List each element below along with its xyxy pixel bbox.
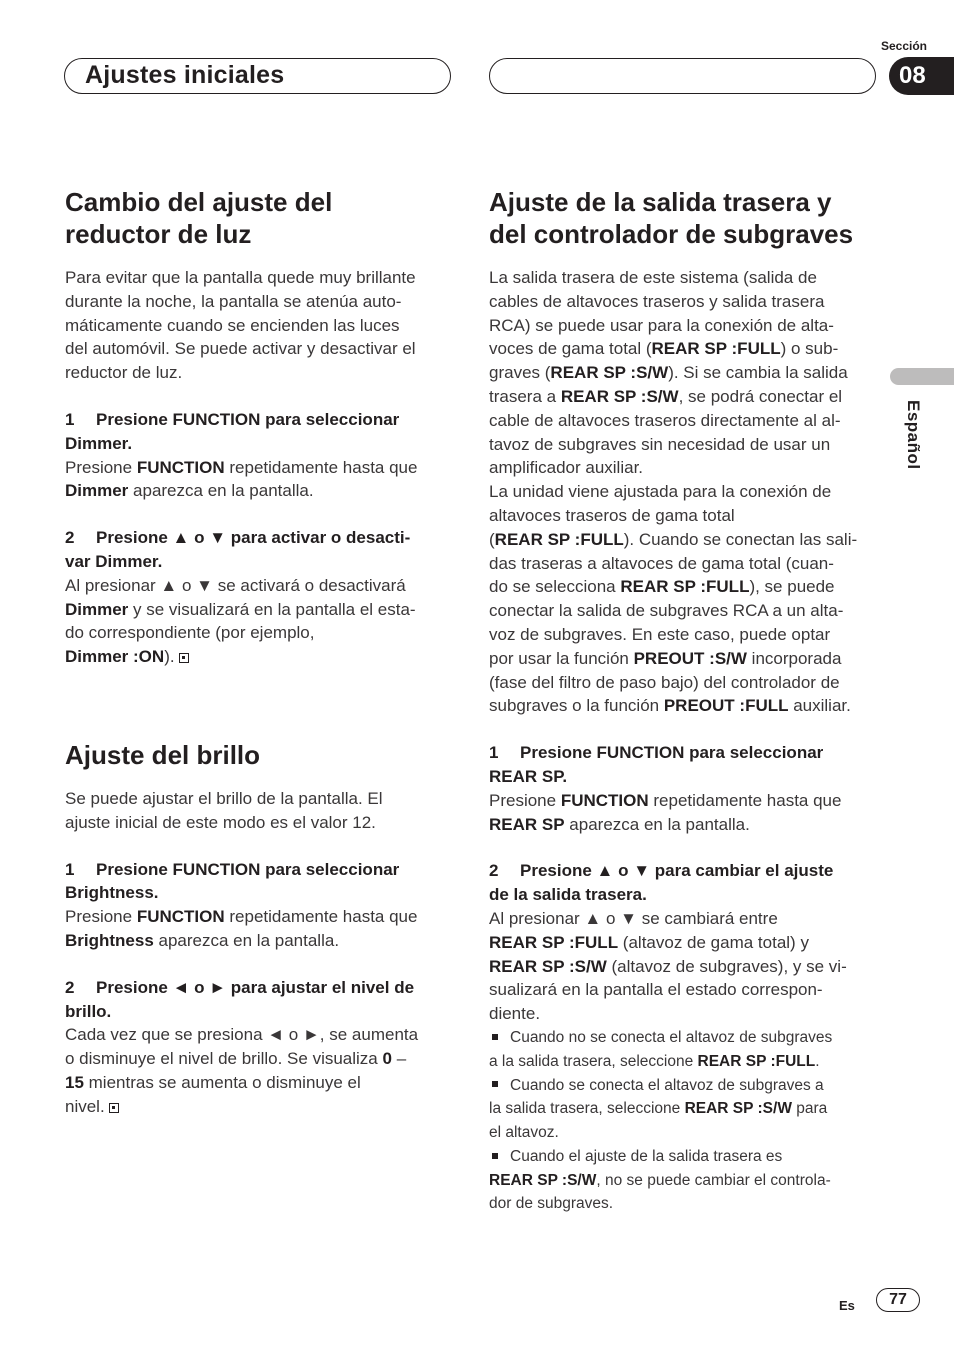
brightness-step-2-heading: 2 Presione ◄ o ► para ajustar el nivel de brillo. [65, 977, 415, 1021]
end-of-section-icon [109, 1103, 119, 1113]
left-column [65, 186, 455, 1119]
rear-note-1: Cuando no se conecta el altavoz de subgraves a la salida trasera, seleccione REAR SP :FULL. [489, 1028, 833, 1070]
header-left-pill [64, 58, 451, 94]
page-number: 77 [876, 1288, 920, 1312]
section-heading-rear-output: Ajuste de la salida trasera y del controlador de subgraves [489, 187, 854, 249]
section-heading-dimmer: Cambio del ajuste del reductor de luz [65, 187, 333, 249]
rear-output-paragraph-2: La unidad viene ajustada para la conexión de altavoces traseros de gama total (REAR SP :FULL). Cuando se conectan las sali- das traseras a altavoces de gama total (cuan- do se selecciona REAR SP :FULL), se puede conectar la salida de subgraves RCA a un alta- voz de subgraves. En este caso, puede optar por usar la función PREOUT :S/W incorporada (fase del filtro de paso bajo) del controlador de subgraves o la función PREOUT :FULL auxiliar. [489, 482, 858, 716]
brightness-step-1-heading: 1 Presione FUNCTION para seleccionar Brightness. [65, 859, 400, 903]
rear-output-paragraph-1: La salida trasera de este sistema (salida de cables de altavoces traseros y salida trasera RCA) se puede usar para la conexión de alta- voces de gama total (REAR SP :FULL) o sub- graves (REAR SP :S/W). Si se cambia la salida trasera a REAR SP :S/W, se podrá conectar el cable de altavoces traseros directamente al al- tavoz de subgraves sin necesidad de usar un amplificador auxiliar. [489, 268, 848, 478]
rear-step-1-heading: 1 Presione FUNCTION para seleccionar REAR SP. [489, 743, 824, 786]
brightness-step-2-body: Cada vez que se presiona ◄ o ►, se aumenta o disminuye el nivel de brillo. Se visualiza 0 – 15 mientras se aumenta o disminuye el nivel. [65, 1025, 419, 1116]
rear-note-3: Cuando el ajuste de la salida trasera es REAR SP :S/W, no se puede cambiar el controla- dor de subgraves. [489, 1147, 831, 1213]
dimmer-intro: Para evitar que la pantalla quede muy brillante durante la noche, la pantalla se atenúa auto- máticamente cuando se encienden las luces del automóvil. Se puede activar y desactivar el reductor de luz. [65, 268, 416, 383]
brightness-step-1-body: Presione FUNCTION repetidamente hasta que Brightness aparezca en la pantalla. [65, 907, 418, 950]
section-label: Sección [880, 39, 927, 53]
rear-step-1-body: Presione FUNCTION repetidamente hasta que REAR SP aparezca en la pantalla. [489, 790, 842, 834]
rear-step-2-body: Al presionar ▲ o ▼ se cambiará entre REAR SP :FULL (altavoz de gama total) y REAR SP :S/W (altavoz de subgraves), y se vi- sualizará en la pantalla el estado correspon- diente. [489, 908, 847, 1024]
language-label: Español [904, 400, 923, 470]
right-column [489, 186, 879, 1216]
rear-step-2-heading: 2 Presione ▲ o ▼ para cambiar el ajuste de la salida trasera. [489, 861, 834, 905]
bullet-square-icon [492, 1081, 498, 1087]
language-tab-marker [890, 368, 954, 385]
header-right-pill [489, 58, 876, 94]
language-code: Es [839, 1298, 855, 1313]
dimmer-step-1-heading: 1 Presione FUNCTION para seleccionar Dimmer. [65, 409, 400, 453]
dimmer-step-2-body: Al presionar ▲ o ▼ se activará o desactivará Dimmer y se visualizará en la pantalla el esta- do correspondiente (por ejemplo, Dimmer :ON). [65, 575, 416, 667]
brightness-intro: Se puede ajustar el brillo de la pantalla. El ajuste inicial de este modo es el valor 12. [65, 788, 383, 832]
bullet-square-icon [492, 1153, 498, 1159]
section-heading-brightness: Ajuste del brillo [65, 739, 261, 770]
end-of-section-icon [179, 653, 189, 663]
chapter-title: Ajustes iniciales [85, 61, 285, 89]
rear-note-2: Cuando se conecta el altavoz de subgraves a la salida trasera, seleccione REAR SP :S/W para el altavoz. [489, 1076, 828, 1142]
dimmer-step-2-heading: 2 Presione ▲ o ▼ para activar o desacti- var Dimmer. [65, 528, 411, 571]
dimmer-step-1-body: Presione FUNCTION repetidamente hasta que Dimmer aparezca en la pantalla. [65, 457, 418, 501]
bullet-square-icon [492, 1034, 498, 1040]
section-number-badge: 08 [889, 57, 954, 95]
